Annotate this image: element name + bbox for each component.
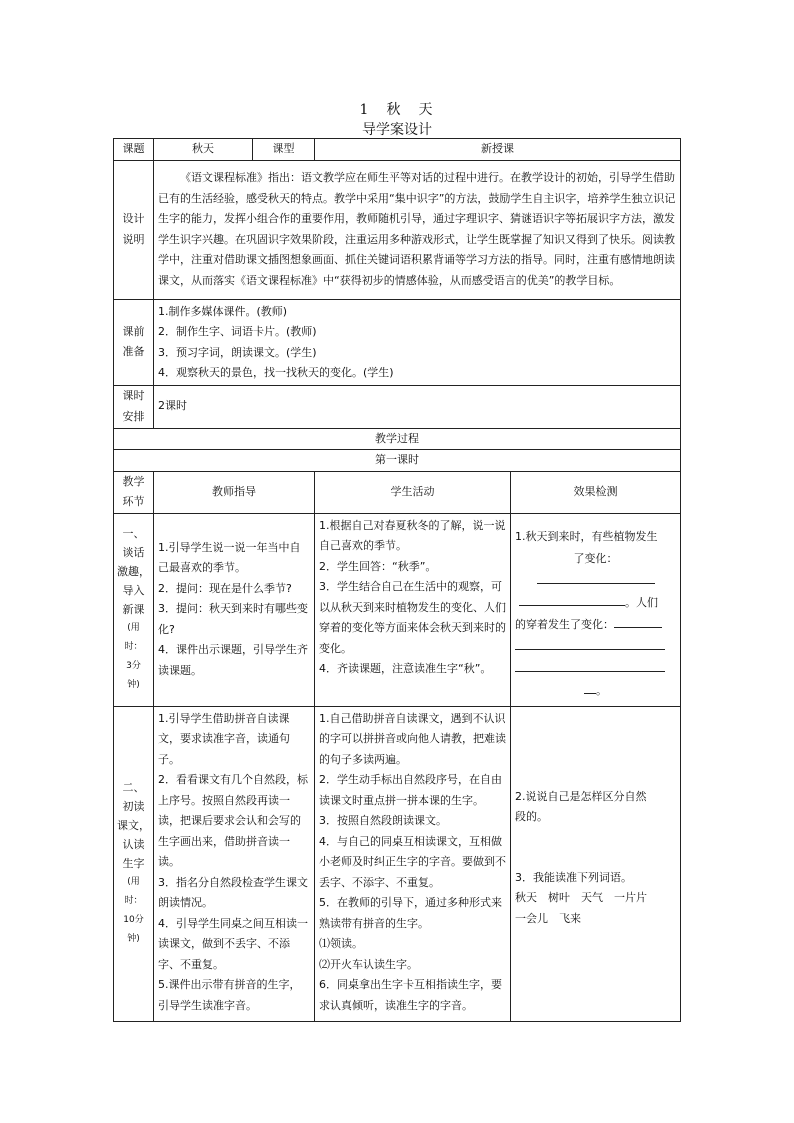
stage-text: 谈话 [122, 546, 145, 559]
stage-text: 课文， [117, 819, 150, 832]
process-title-row [114, 428, 681, 450]
type-value: 新授课 [315, 139, 681, 161]
student-step: 4．齐读课题，注意读准生字“秋”。 [319, 662, 492, 675]
schedule-row [114, 385, 681, 428]
teacher-step: 3．指名分自然段检查学生课文朗读情况。 [158, 875, 308, 909]
stage-time: 10分 [123, 915, 144, 925]
stage-time: 时： [124, 642, 143, 652]
schedule-value: 2课时 [154, 385, 681, 428]
answer-blank[interactable] [519, 594, 625, 606]
check-text: 了变化： [573, 551, 618, 565]
teacher-step: 2．看看课文有几个自然段，标上序号。按照自然段再读一读，把课后要求会认和会写的生字画出来，借助拼音读一读。 [158, 773, 308, 868]
prep-item: 2．制作生字、词语卡片。(教师) [158, 325, 317, 338]
student-step: 3．按照自然段朗读课文。 [319, 814, 447, 827]
prep-row [114, 299, 681, 385]
check-words: 秋天 树叶 天气 一片片 [515, 891, 647, 904]
stage-text: 生字 [122, 857, 145, 870]
stage-text: 导入 [122, 584, 145, 597]
check-line [515, 680, 676, 702]
check-text: 的穿着发生了变化： [515, 617, 614, 631]
course-label: 课题 [114, 139, 154, 161]
design-label-2: 说明 [122, 232, 145, 246]
stage-2-teacher [154, 706, 315, 1021]
stage-time: 钟) [127, 680, 140, 690]
teacher-step: 4．课件出示课题，引导学生齐读课题。 [158, 643, 308, 677]
check-text: 。 [596, 683, 607, 697]
check-text: 。人们 [625, 595, 658, 609]
col-stage [114, 471, 154, 513]
teacher-step: 4．引导学生同桌之间互相读一读课文，做到不丢字、不添字、不重复。 [158, 916, 308, 971]
stage-text: 激趣， [117, 565, 150, 578]
check-line: 段的。 [515, 810, 548, 823]
student-step: 1.自己借助拼音自读课文，遇到不认识的字可以拼拼音或向他人请教，把难读的句子多读两遍。 [319, 711, 506, 766]
answer-blank[interactable] [515, 636, 676, 658]
answer-blank[interactable] [515, 658, 676, 680]
schedule-label [114, 385, 154, 428]
prep-label-2: 准备 [122, 345, 145, 358]
teacher-step: 3．提问：秋天到来时有哪些变化? [158, 602, 308, 636]
prep-item: 1.制作多媒体课件。(教师) [158, 304, 288, 318]
col-check: 效果检测 [511, 471, 681, 513]
schedule-label-2: 安排 [122, 409, 145, 423]
stage-2-check [511, 706, 681, 1021]
info-row [114, 139, 681, 161]
teacher-step: 1.引导学生说一说一年当中自己最喜欢的季节。 [158, 540, 301, 575]
check-line [515, 614, 676, 636]
student-step: 2．学生动手标出自然段序号，在自由读课文时重点拼一拼本课的生字。 [319, 773, 502, 807]
student-step: ⑵开火车认读生字。 [319, 957, 418, 971]
stage-row [114, 706, 681, 1021]
stage-time: (用 [127, 877, 140, 887]
check-line: 3．我能读准下列词语。 [515, 870, 632, 884]
teacher-step: 1.引导学生借助拼音自读课文，要求读准字音，读通句子。 [158, 711, 290, 766]
stage-row [114, 513, 681, 706]
prep-items [154, 299, 681, 385]
check-line: 1.秋天到来时，有些植物发生 [515, 529, 658, 543]
student-step: 3．学生结合自己在生活中的观察，可以从秋天到来时植物发生的变化、人们穿着的变化等方面来体会秋天到来时的变化。 [319, 580, 506, 655]
first-lesson-title: 第一课时 [114, 450, 681, 472]
stage-2-student [315, 706, 511, 1021]
column-header-row [114, 471, 681, 513]
teacher-step: 5.课件出示带有拼音的生字，引导学生读准字音。 [158, 978, 301, 1012]
student-step: 6．同桌拿出生字卡互相指读生字，要求认真倾听，读准生字的字音。 [319, 978, 502, 1012]
student-step: 1.根据自己对春夏秋冬的了解，说一说自己喜欢的季节。 [319, 518, 506, 552]
design-label [114, 160, 154, 299]
schedule-label-1: 课时 [122, 389, 145, 402]
design-label-1: 设计 [122, 212, 145, 225]
col-stage-1: 教学 [122, 474, 145, 488]
prep-item: 3．预习字词，朗读课文。(学生) [158, 345, 317, 359]
answer-blank[interactable] [614, 616, 662, 628]
stage-text: 一、 [122, 527, 145, 540]
design-text-content: 《语文课程标准》指出：语文教学应在师生平等对话的过程中进行。在教学设计的初始，引导学生借助已有的生活经验，感受秋天的特点。教学中采用“集中识字”的方法，鼓励学生自主识字，培养学生独立识记生字的能力，发挥小组合作的重要作用，教师随机引导，通过字理识字、猜谜语识字等拓展识字方法，激发学生识字兴趣。在巩固识字效果阶段，注重运用多种游戏形式，让学生既掌握了知识又得到了快乐。阅读教学中，注重对借助课文插图想象画面、抓住关键词语积累背诵等学习方法的指导。同时，注重有感情地朗读课文，从而落实《语文课程标准》中“获得初步的情感体验，从而感受语言的优美”的教学目标。 [158, 171, 676, 287]
student-step: ⑴领读。 [319, 937, 363, 950]
lesson-title-row [114, 450, 681, 472]
stage-text: 初读 [122, 800, 145, 813]
stage-1-student [315, 513, 511, 706]
document-subtitle: 导学案设计 [362, 122, 432, 138]
stage-text: 二、 [122, 781, 145, 794]
answer-blank[interactable] [515, 570, 676, 592]
stage-text: 新课 [122, 603, 145, 616]
stage-time: 钟) [127, 934, 140, 944]
check-line [515, 592, 676, 614]
stage-1-name [114, 513, 154, 706]
teacher-step: 2．提问：现在是什么季节? [158, 581, 292, 595]
student-step: 4．与自己的同桌互相读课文，互相做小老师及时纠正生字的字音。要做到不丢字、不添字、不重复。 [319, 834, 506, 889]
student-step: 5．在教师的引导下，通过多种形式来熟读带有拼音的生字。 [319, 896, 502, 930]
col-teacher: 教师指导 [154, 471, 315, 513]
stage-1-teacher [154, 513, 315, 706]
student-step: 2．学生回答：“秋季”。 [319, 559, 437, 573]
stage-time: 时： [124, 896, 143, 906]
answer-blank[interactable] [584, 682, 596, 694]
stage-2-name [114, 706, 154, 1021]
col-student: 学生活动 [315, 471, 511, 513]
lesson-plan-table [113, 138, 681, 1022]
stage-1-check [511, 513, 681, 706]
stage-text: 认读 [122, 838, 145, 851]
course-value: 秋天 [154, 139, 253, 161]
prep-label-1: 课前 [122, 324, 145, 338]
stage-time: 3分 [126, 661, 141, 671]
prep-item: 4．观察秋天的景色，找一找秋天的变化。(学生) [158, 366, 394, 379]
prep-label [114, 299, 154, 385]
process-title: 教学过程 [114, 428, 681, 450]
design-row [114, 160, 681, 299]
check-line: 2.说说自己是怎样区分自然 [515, 789, 647, 803]
type-label: 课型 [253, 139, 315, 161]
check-words: 一会儿 飞来 [515, 911, 581, 925]
design-text [154, 160, 681, 299]
stage-time: (用 [127, 623, 140, 633]
check-line [515, 548, 676, 570]
col-stage-2: 环节 [122, 495, 145, 508]
lesson-title: 1 秋 天 [359, 102, 435, 118]
